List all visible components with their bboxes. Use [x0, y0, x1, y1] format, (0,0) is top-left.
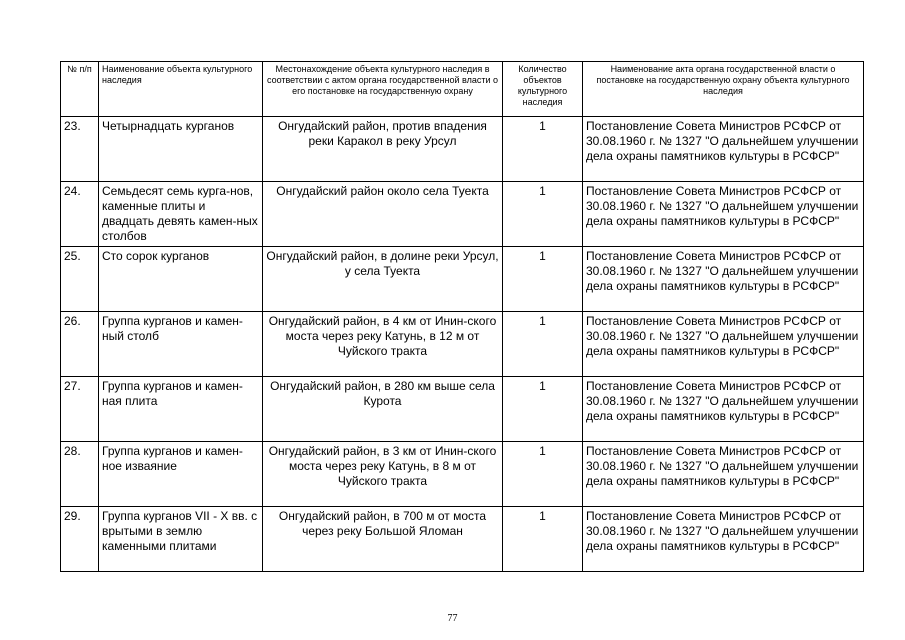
table-row [61, 117, 864, 182]
protection-act: Постановление Совета Министров РСФСР от 30.08.1960 г. № 1327 "О дальнейшем улучшении дела охраны памятников культуры в РСФСР" [583, 182, 864, 247]
page-number: 77 [447, 613, 458, 624]
object-location: Онгудайский район, в 700 м от моста через реку Большой Яломан [263, 507, 503, 572]
object-count: 1 [503, 117, 583, 182]
object-name: Группа курганов и камен-ное изваяние [99, 442, 263, 507]
object-count: 1 [503, 442, 583, 507]
object-location: Онгудайский район, в 280 км выше села Курота [263, 377, 503, 442]
object-name: Группа курганов VII - X вв. с врытыми в землю каменными плитами [99, 507, 263, 572]
object-location: Онгудайский район, в долине реки Урсул, у села Туекта [263, 247, 503, 312]
object-name: Группа курганов и камен-ная плита [99, 377, 263, 442]
protection-act: Постановление Совета Министров РСФСР от 30.08.1960 г. № 1327 "О дальнейшем улучшении дела охраны памятников культуры в РСФСР" [583, 247, 864, 312]
row-number: 28. [61, 442, 99, 507]
table-header [61, 62, 864, 117]
header-num: № п/п [61, 62, 99, 117]
header-count: Количество объектов культурного наследия [503, 62, 583, 117]
header-row [61, 62, 864, 117]
object-count: 1 [503, 182, 583, 247]
table-row [61, 312, 864, 377]
object-location: Онгудайский район, в 3 км от Инин-ского моста через реку Катунь, в 8 м от Чуйского тракта [263, 442, 503, 507]
object-count: 1 [503, 507, 583, 572]
row-number: 26. [61, 312, 99, 377]
object-name: Семьдесят семь курга-нов, каменные плиты и двадцать девять камен-ных столбов [99, 182, 263, 247]
header-location: Местонахождение объекта культурного наследия в соответствии с актом органа государственной власти о его постановке на государственную охрану [263, 62, 503, 117]
header-name: Наименование объекта культурного наследия [99, 62, 263, 117]
row-number: 23. [61, 117, 99, 182]
row-number: 27. [61, 377, 99, 442]
table-row [61, 377, 864, 442]
object-location: Онгудайский район, против впадения реки Каракол в реку Урсул [263, 117, 503, 182]
header-act: Наименование акта органа государственной власти о постановке на государственную охрану объекта культурного наследия [583, 62, 864, 117]
row-number: 24. [61, 182, 99, 247]
object-name: Группа курганов и камен-ный столб [99, 312, 263, 377]
table-row [61, 507, 864, 572]
protection-act: Постановление Совета Министров РСФСР от 30.08.1960 г. № 1327 "О дальнейшем улучшении дела охраны памятников культуры в РСФСР" [583, 507, 864, 572]
protection-act: Постановление Совета Министров РСФСР от 30.08.1960 г. № 1327 "О дальнейшем улучшении дела охраны памятников культуры в РСФСР" [583, 312, 864, 377]
table-body [61, 117, 864, 572]
protection-act: Постановление Совета Министров РСФСР от 30.08.1960 г. № 1327 "О дальнейшем улучшении дела охраны памятников культуры в РСФСР" [583, 117, 864, 182]
object-count: 1 [503, 377, 583, 442]
row-number: 25. [61, 247, 99, 312]
protection-act: Постановление Совета Министров РСФСР от 30.08.1960 г. № 1327 "О дальнейшем улучшении дела охраны памятников культуры в РСФСР" [583, 442, 864, 507]
object-location: Онгудайский район, в 4 км от Инин-ского моста через реку Катунь, в 12 м от Чуйского тракта [263, 312, 503, 377]
object-count: 1 [503, 312, 583, 377]
object-location: Онгудайский район около села Туекта [263, 182, 503, 247]
object-count: 1 [503, 247, 583, 312]
object-name: Сто сорок курганов [99, 247, 263, 312]
protection-act: Постановление Совета Министров РСФСР от 30.08.1960 г. № 1327 "О дальнейшем улучшении дела охраны памятников культуры в РСФСР" [583, 377, 864, 442]
heritage-table [60, 61, 864, 572]
row-number: 29. [61, 507, 99, 572]
table-row [61, 247, 864, 312]
table-row [61, 182, 864, 247]
object-name: Четырнадцать курганов [99, 117, 263, 182]
table-row [61, 442, 864, 507]
